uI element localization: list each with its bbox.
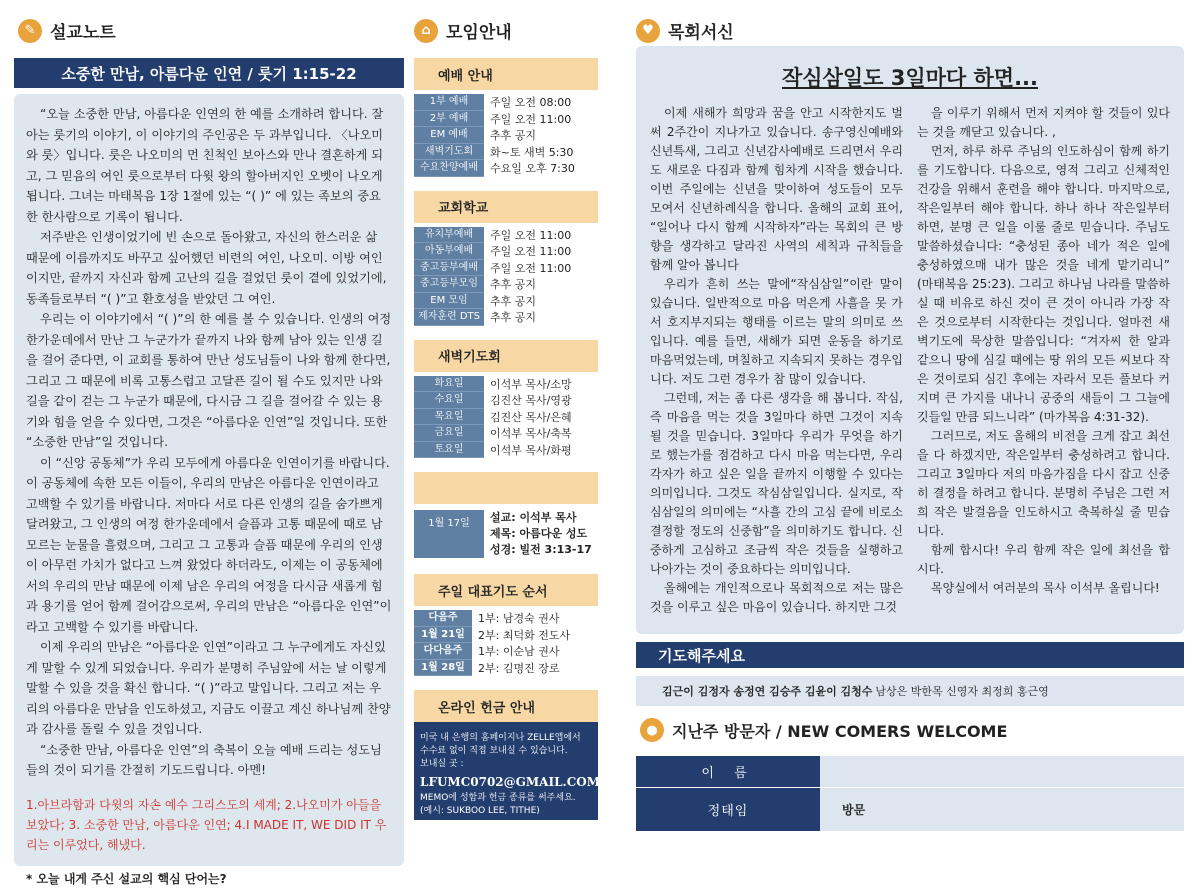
row-label: EM 예배 (414, 127, 484, 144)
row-label: 수요찬양예배 (414, 160, 484, 177)
next-sermon-topic: 제목: 아름다운 성도 (490, 526, 592, 542)
sermon-para: 이제 우리의 만남은 “아름다운 인연”이라고 그 누구에게도 자신있게 말할 수 있게 되었습니다. 우리가 분명히 주님앞에 서는 날 이렇게 말할 수 있을 것을 확신 합니다. “( )”라고 말입니다. 그리고 저는 우리의 아름다운 만남을 인도하셨고, 지금도 이끌고 계신 하나님께 찬양과 감사를 돌릴 수 있을 것입니다. (26, 637, 392, 740)
table-row (414, 160, 598, 177)
meeting-column (414, 58, 598, 830)
row-value: 이석부 목사/소망 (484, 376, 572, 392)
table-row (414, 243, 598, 260)
table-row (414, 376, 598, 393)
table-row (414, 442, 598, 459)
letter-para: 을 이루기 위해서 먼저 지켜야 할 것들이 있다는 것을 깨닫고 있습니다. , (917, 104, 1170, 142)
worship-table (414, 90, 598, 181)
sermon-answers: 1.아브라함과 다윗의 자손 예수 그리스도의 세계; 2.나오미가 아들을 보았다; 3. 소중한 만남, 아름다운 인연; 4.I MADE IT, WE DID IT 우리는 이루었다, 해냈다. (26, 795, 392, 855)
row-value: 주일 오전 08:00 (484, 94, 571, 110)
offer-text: 미국 내 은행의 홈페이지나 ZELLE앱에서 수수료 없이 직접 보내실 수 있습니다. (420, 732, 592, 758)
row-value: 김진산 목사/영광 (484, 392, 572, 408)
row-value: 수요일 오후 7:30 (484, 160, 575, 176)
offer-section (414, 690, 598, 820)
table-row (414, 111, 598, 128)
school-table (414, 223, 598, 330)
row-label: 새벽기도회 (414, 144, 484, 161)
row-value: 2부: 최덕화 전도사 (472, 627, 570, 643)
row-label: 1월 28일 (414, 660, 472, 677)
reps-table (414, 606, 598, 680)
status-label: 정태임 (636, 788, 820, 831)
pen-icon: ✎ (18, 19, 42, 43)
letter-para: 먼저, 하루 하루 주님의 인도하심이 함께 하기를 기도합니다. 다음으로, 영적 그리고 신체적인 건강을 위해서 훈련을 해야 합니다. 마지막으로, 작은일부터 해야 합니다. 하나 하나 작은일부터 하면, 분명 큰 일을 이룰 줄로 믿습니다. 주님도 말씀하셨습니다: “충성된 종아 네가 적은 일에 충성하였으매 내가 많은 것을 네게 맡기리니” (마태복음 25:23). 그리고 하나님 나라를 말씀하실 때 비유로 하신 것이 큰 것이 아니라 가장 작은 것으로부터 시작한다는 것입니다. 얼마전 새벽기도에 묵상한 말씀입니다: “겨자씨 한 알과 같으니 땅에 심길 때에는 땅 위의 모든 씨보다 작은 것이로되 심긴 후에는 자라서 모든 풀보다 커지며 큰 가지를 내나니 공중의 새들이 그 그늘에 깃들일 만큼 되느니라” (마가복음 4:31-32). (917, 142, 1170, 427)
row-label: 토요일 (414, 442, 484, 459)
next-sermon-title-bar (414, 472, 598, 504)
visitor-header: ● 지난주 방문자 / NEW COMERS WELCOME (640, 718, 1007, 742)
pastor-letter (636, 46, 1184, 634)
next-sermon-preacher: 설교: 이석부 목사 (490, 510, 592, 526)
next-sermon-section (414, 472, 598, 564)
table-row (414, 309, 598, 326)
table-row (414, 94, 598, 111)
table-row (414, 392, 598, 409)
letter-right-column (917, 104, 1170, 617)
worship-section (414, 58, 598, 181)
table-row (414, 425, 598, 442)
sermon-para: “소중한 만남, 아름다운 인연”의 축복이 오늘 예배 드리는 성도님들의 것이 되기를 간절히 기도드립니다. 아멘! (26, 740, 392, 781)
table-row (414, 144, 598, 161)
offer-memo: MEMO에 성함과 헌금 종류를 써주세요. (420, 792, 592, 805)
offer-box (414, 722, 598, 820)
sermon-para: “오늘 소중한 만남, 아름다운 인연의 한 예를 소개하려 합니다. 잘 아는 룻기의 이야기, 이 이야기의 주인공은 두 과부입니다. 〈나오미와 룻〉입니다. 룻은 나오미의 먼 친척인 보아스와 만나 결혼하게 되고, 그 믿음의 여인 룻으로부터 다윗 왕의 할아버지인 오벳이 나오게 됩니다. 그녀는 마태복음 1장 1절에 있는 “( )” 에 있는 족보의 중요한 한사람으로 기록이 됩니다. (26, 104, 392, 227)
letter-left-column (650, 104, 903, 617)
table-row (414, 276, 598, 293)
letter-title: 작심삼일도 3일마다 하면... (650, 62, 1170, 92)
table-row (414, 127, 598, 144)
row-value: 2부: 김명진 장로 (472, 660, 559, 676)
row-value: 추후 공지 (484, 276, 536, 292)
status-value: 방문 (820, 788, 1184, 831)
letter-para: 목양실에서 여러분의 목사 이석부 올립니다! (917, 579, 1170, 598)
school-section (414, 191, 598, 330)
letter-para: 이제 새해가 희망과 꿈을 안고 시작한지도 벌써 2주간이 지나가고 있습니다. 송구영신예배와 신년특새, 그리고 신년감사예배로 드리면서 우리도 새로운 다짐과 함께 힘차게 시작을 했습니다. 이번 주일에는 신년을 맞이하여 성도들이 모두 모여서 신년하례식을 합니다. 올해의 교회 표어, “일어나 다시 함께 시작하자”라는 목회의 큰 방향을 생각하고 달라진 사역의 세칙과 규칙들을 함께 알아 봅니다 (650, 104, 903, 275)
table-row (414, 293, 598, 310)
table-row (414, 227, 598, 244)
table-row (414, 660, 598, 677)
row-label: 수요일 (414, 392, 484, 409)
sermon-para: 저주받은 인생이었기에 빈 손으로 돌아왔고, 자신의 한스러운 삶 때문에 이름까지도 바꾸고 싶어했던 비련의 여인, 나오미. 이방 여인이지만, 끝까지 자신과 함께 고난의 길을 걸었던 룻이 곁에 있었기에, 동족들로부터 “( )”고 환호성을 받았던 그 여인. (26, 227, 392, 309)
row-label: 1월 21일 (414, 627, 472, 644)
row-label: 금요일 (414, 425, 484, 442)
name-label: 이 름 (636, 756, 820, 787)
offer-title: 온라인 헌금 안내 (414, 690, 598, 722)
table-row (414, 627, 598, 644)
row-value: 주일 오전 11:00 (484, 111, 571, 127)
row-value: 추후 공지 (484, 293, 536, 309)
prayer-names-rest: 남상은 박한목 신영자 최정희 홍근영 (875, 683, 1048, 699)
prayer-header: 기도해주세요 (636, 642, 1184, 668)
letter-para: 올해에는 개인적으로나 목회적으로 저는 많은 것을 이루고 싶은 마음이 있습니다. 하지만 그것 (650, 579, 903, 617)
reps-section (414, 574, 598, 680)
sermon-para: 이 “신앙 공동체”가 우리 모두에게 아름다운 인연이기를 바랍니다. 이 공동체에 속한 모든 이들이, 우리의 만남은 아름다운 인연이라고 고백할 수 있기를 바랍니다. 저마다 서로 다른 인생의 길을 숨가쁘게 달려왔고, 그 인생의 여정 한가운데에서 슬픔과 고통 때문에 때로 남모르는 눈물을 흘렸으며, 그리고 그 고통과 슬픔 때문에 우리의 인생이 아무런 가치가 없다고 느껴 왔었다 하더라도, 이제는 이 공동체에서의 우리의 만남 때문에 이제 남은 우리의 여정을 다시금 새롭게 힘과 용기를 얻어 함께 걸어감으로써, 우리의 만남은 “아름다운 인연”이라고 고백할 수 있기를 바랍니다. (26, 453, 392, 638)
person-icon: ● (640, 718, 664, 742)
dawn-title: 새벽기도회 (414, 340, 598, 372)
row-label: 아동부예배 (414, 243, 484, 260)
row-value: 이석부 목사/화평 (484, 442, 572, 458)
row-label: 중고등부예배 (414, 260, 484, 277)
table-row (414, 409, 598, 426)
row-value: 주일 오전 11:00 (484, 227, 571, 243)
reps-title: 주일 대표기도 순서 (414, 574, 598, 606)
next-sermon-box (414, 504, 598, 564)
row-value: 김진산 목사/은혜 (484, 409, 572, 425)
sermon-note-header: ✎ 설교노트 (18, 18, 116, 43)
table-row (414, 643, 598, 660)
name-value[interactable] (820, 756, 1184, 787)
offer-email[interactable]: LFUMC0702@GMAIL.COM (420, 776, 592, 789)
sermon-column (14, 58, 404, 866)
table-row (414, 260, 598, 277)
meeting-header: ⌂ 모임안내 (414, 18, 512, 43)
dawn-table (414, 372, 598, 463)
heart-icon: ♥ (636, 19, 660, 43)
row-label: 제자훈련 DTS (414, 309, 484, 326)
row-label: 목요일 (414, 409, 484, 426)
offer-example: (예시: SUKBOO LEE, TITHE) (420, 805, 592, 818)
church-icon: ⌂ (414, 19, 438, 43)
letter-para: 그런데, 저는 좀 다른 생각을 해 봅니다. 작심, 즉 마음을 먹는 것을 3일마다 하면 그것이 지속될 것을 믿습니다. 3일마다 우리가 무엇을 하기로 했는가를 점검하고 다시 마음 먹는다면, 우리 각자가 하고 싶은 일을 끝까지 이행할 수 있다는 의미입니다. 그것도 작심삼일입니다. 실지로, 작심삼일의 의미에는 “사흘 간의 고심 끝에 비로소 결정할 정도의 신중함”을 의미하기도 합니다. 신중하게 고심하고 조금씩 작은 것들을 실행하고 나아가는 것이 중요하다는 의미입니다. (650, 389, 903, 579)
prayer-names (636, 676, 1184, 706)
sermon-question: * 오늘 내게 주신 설교의 핵심 단어는? (26, 869, 392, 889)
visitor-table (636, 756, 1184, 832)
row-label: EM 모임 (414, 293, 484, 310)
sermon-title: 소중한 만남, 아름다운 인연 / 룻기 1:15-22 (14, 58, 404, 88)
next-sermon-date: 1월 17일 (414, 510, 484, 558)
row-value: 1부: 남경숙 권사 (472, 610, 559, 626)
row-value: 주일 오전 11:00 (484, 260, 571, 276)
row-label: 중고등부모임 (414, 276, 484, 293)
row-value: 이석부 목사/축복 (484, 425, 572, 441)
row-label: 2부 예배 (414, 111, 484, 128)
sermon-para: 우리는 이 이야기에서 “( )”의 한 예를 볼 수 있습니다. 인생의 여정 한가운데에서 만난 그 누군가가 끝까지 나와 함께 남아 있는 인생 길을 걸어 준다면, 이 교회를 통하여 만난 성도님들이 나와 함께 한다면, 그리고 그 때문에 비록 고통스럽고 고달픈 길이 될 수도 있지만 나와 길을 같이 걷는 그 누군가 때문에, 다시금 그 길을 걸어갈 수 있는 용기와 힘을 얻을 수 있다면, 그것은 “아름다운 인연”일 것입니다. 또한 “소중한 만남”일 것입니다. (26, 309, 392, 453)
letter-header: ♥ 목회서신 (636, 18, 734, 43)
dawn-section (414, 340, 598, 463)
offer-text-2: 보내실 곳 : (420, 758, 592, 771)
row-label: 화요일 (414, 376, 484, 393)
row-label: 1부 예배 (414, 94, 484, 111)
school-title: 교회학교 (414, 191, 598, 223)
row-label: 유치부예배 (414, 227, 484, 244)
next-sermon-scripture: 성경: 빌전 3:13-17 (490, 542, 592, 558)
letter-para: 그러므로, 저도 올해의 비전을 크게 잡고 최선을 다 하겠지만, 작은일부터 충성하려고 합니다. 그리고 3일마다 저의 마음가짐을 다시 잡고 신중히 결정을 하려고 합니다. 분명히 주님은 그런 저희 작은 발걸음을 인도하시고 축복하실 줄 믿습니다. (917, 427, 1170, 541)
row-label: 다음주 (414, 610, 472, 627)
prayer-names-bold: 김근이 김정자 송정연 김승주 김윤이 김청수 (662, 683, 872, 699)
row-label: 다다음주 (414, 643, 472, 660)
letter-para: 함께 합시다! 우리 함께 작은 일에 최선을 합시다. (917, 541, 1170, 579)
row-value: 화~토 새벽 5:30 (484, 144, 573, 160)
row-value: 추후 공지 (484, 309, 536, 325)
letter-column (636, 46, 1184, 634)
worship-title: 예배 안내 (414, 58, 598, 90)
row-value: 1부: 이순남 권사 (472, 643, 559, 659)
row-value: 주일 오전 11:00 (484, 243, 571, 259)
letter-para: 우리가 흔히 쓰는 말에“작심삼일”이란 말이 있습니다. 일반적으로 마음 먹은게 사흘을 못 가서 호지부지되는 행태를 이르는 말의 의미로 쓰입니다. 예를 들면, 새해가 되면 운동을 하기로 마음먹었는데, 며칠하고 지속되지 못하는 경우입니다. 저도 그런 경우가 참 많이 있습니다. (650, 275, 903, 389)
sermon-body (14, 94, 404, 866)
row-value: 추후 공지 (484, 127, 536, 143)
table-row (414, 610, 598, 627)
